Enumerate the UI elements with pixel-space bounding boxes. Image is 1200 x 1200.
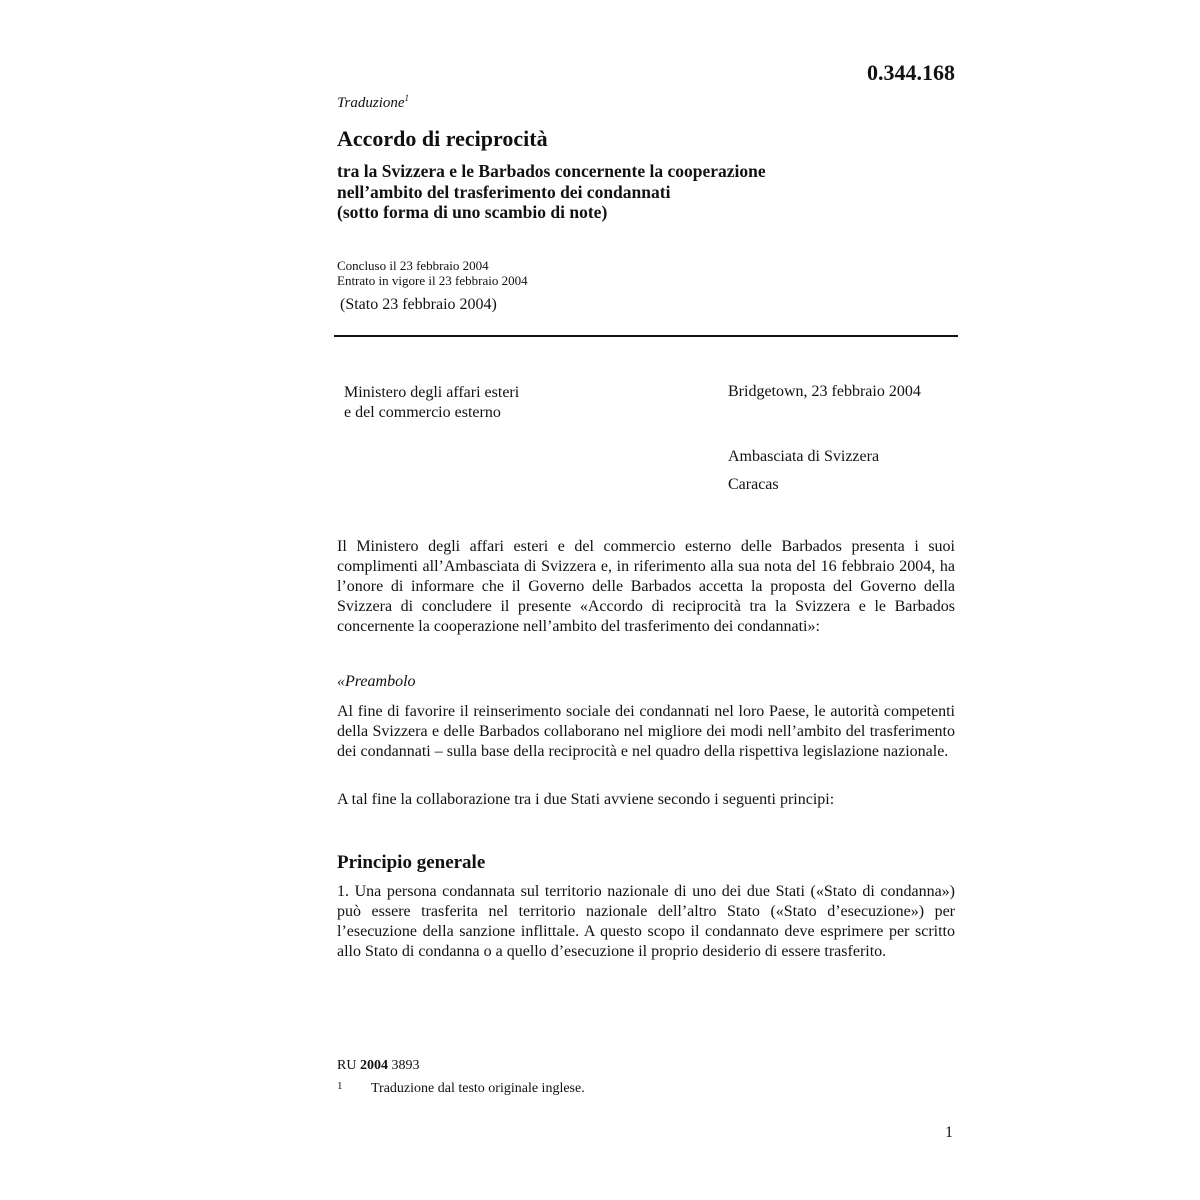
ru-reference: [337, 1058, 419, 1074]
document-title: Accordo di reciprocità: [337, 126, 548, 151]
translation-text: Traduzione: [337, 95, 405, 111]
translation-label: [337, 93, 409, 112]
subtitle-line: (sotto forma di uno scambio di note): [337, 202, 608, 222]
header-divider: [334, 335, 958, 337]
status-date: (Stato 23 febbraio 2004): [340, 296, 497, 313]
ru-year: 2004: [359, 1058, 388, 1073]
recipient-line: Caracas: [728, 476, 779, 493]
ru-prefix: RU: [337, 1058, 357, 1073]
sr-number: 0.344.168: [867, 60, 955, 85]
preamble-paragraph: Al fine di favorire il reinserimento sociale dei condannati nel loro Paese, le autorità competenti della Svizzera e delle Barbados collaborano nel migliore dei modi nell’ambito del trasferimento dei condannati – sulla base della reciprocità e nel quadro della rispettiva legislazione nazionale.: [337, 703, 955, 760]
sender-line: e del commercio esterno: [344, 404, 501, 421]
sender-line: Ministero degli affari esteri: [344, 384, 520, 401]
footnote-text: Traduzione dal testo originale inglese.: [371, 1081, 585, 1096]
sender-block: [344, 383, 519, 423]
page-number: 1: [945, 1124, 953, 1141]
footnote: [337, 1080, 585, 1097]
footnote-reference[interactable]: 1: [404, 93, 410, 103]
date-info: [337, 258, 528, 288]
section-heading: Principio generale: [337, 852, 486, 873]
document-subtitle: [337, 161, 766, 223]
preamble-label: «Preambolo: [337, 673, 416, 690]
place-date: Bridgetown, 23 febbraio 2004: [728, 383, 921, 400]
concluded-date: Concluso il 23 febbraio 2004: [337, 258, 489, 273]
recipient-block: [728, 443, 879, 499]
principles-paragraph: A tal fine la collaborazione tra i due Stati avviene secondo i seguenti principi:: [337, 791, 835, 808]
subtitle-line: tra la Svizzera e le Barbados concernente la cooperazione: [337, 161, 766, 181]
section-paragraph: 1. Una persona condannata sul territorio nazionale di uno dei due Stati («Stato di condanna») può essere trasferita nel territorio nazionale dell’altro Stato («Stato d’esecuzione») per l’esecuzione della sanzione inflittale. A questo scopo il condannato deve esprimere per scritto allo Stato di condanna o a quello d’esecuzione il proprio desiderio di essere trasferito.: [337, 883, 955, 960]
in-force-date: Entrato in vigore il 23 febbraio 2004: [337, 273, 528, 288]
ru-page: 3893: [391, 1058, 420, 1073]
intro-paragraph: Il Ministero degli affari esteri e del commercio esterno delle Barbados presenta i suoi complimenti all’Ambasciata di Svizzera e, in riferimento alla sua nota del 16 febbraio 2004, ha l’onore di informare che il Governo delle Barbados accetta la proposta del Governo della Svizzera di concludere il presente «Accordo di reciprocità tra la Svizzera e le Barbados concernente la cooperazione nell’ambito del trasferimento dei condannati»:: [337, 538, 955, 635]
footnote-number: 1: [337, 1080, 343, 1092]
recipient-line: Ambasciata di Svizzera: [728, 448, 880, 465]
subtitle-line: nell’ambito del trasferimento dei condannati: [337, 181, 671, 202]
